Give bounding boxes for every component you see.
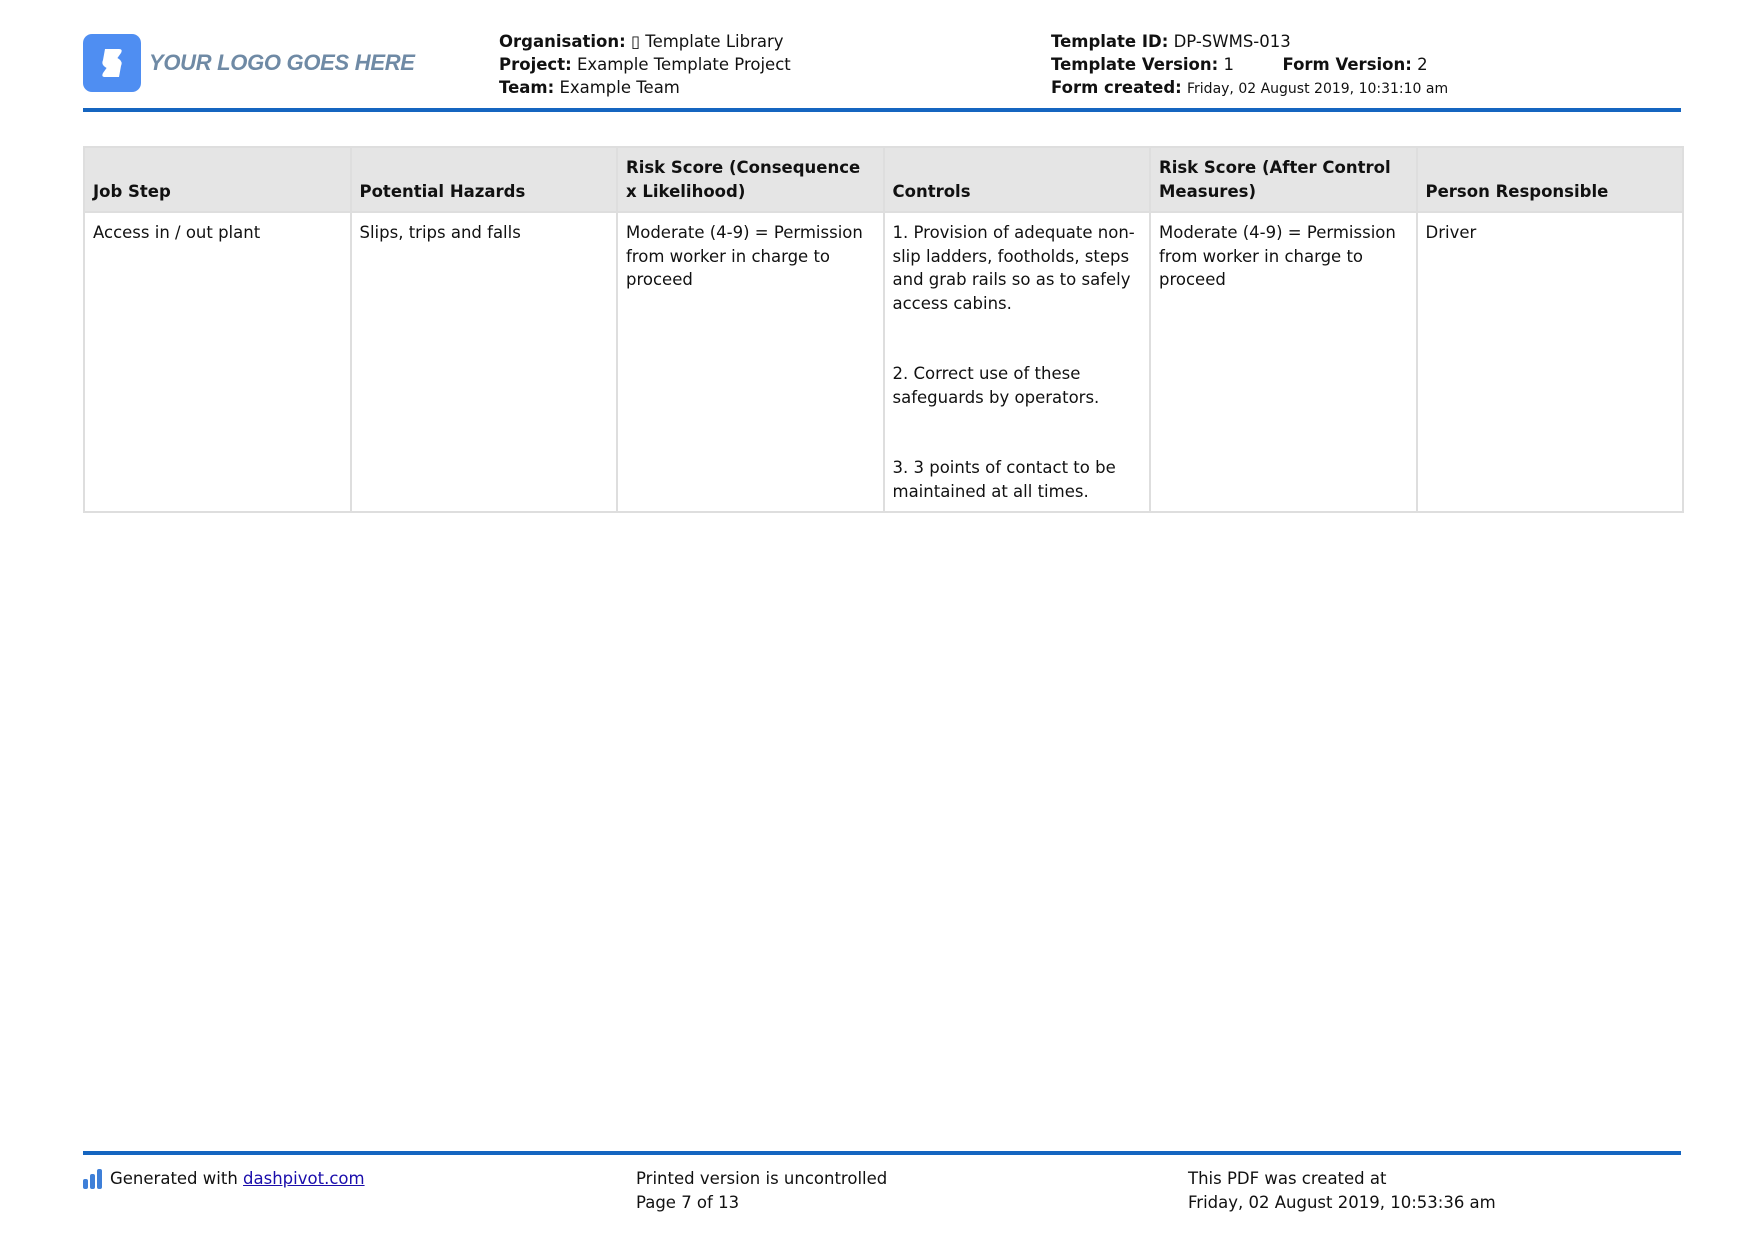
dashpivot-bars-icon	[83, 1169, 102, 1189]
control-item: 2. Correct use of these safeguards by operators.	[892, 364, 1100, 407]
table-header-row	[84, 147, 1683, 212]
logo-text: YOUR LOGO GOES HERE	[149, 50, 415, 75]
company-logo	[83, 34, 415, 92]
control-item: 1. Provision of adequate non-slip ladders, footholds, steps and grab rails so as to safely access cabins.	[892, 223, 1135, 313]
column-header-job-step: Job Step	[84, 147, 351, 212]
generated-prefix: Generated with	[110, 1169, 238, 1188]
template-version-label: Template Version:	[1051, 55, 1219, 74]
team-label: Team:	[499, 78, 555, 97]
column-header-potential-hazards: Potential Hazards	[351, 147, 618, 212]
organisation-value: Template Library	[645, 32, 784, 51]
pdf-created	[1188, 1167, 1496, 1214]
logo-mark-icon	[83, 34, 141, 92]
column-header-risk-score: Risk Score (Consequence x Likelihood)	[617, 147, 884, 212]
column-header-risk-score-after: Risk Score (After Control Measures)	[1150, 147, 1417, 212]
column-header-person-responsible: Person Responsible	[1417, 147, 1684, 212]
template-id-line	[1051, 30, 1448, 53]
cell-risk-score: Moderate (4-9) = Permission from worker in charge to proceed	[617, 212, 884, 512]
form-created-label: Form created:	[1051, 78, 1182, 97]
organisation-line	[499, 30, 791, 53]
cell-job-step: Access in / out plant	[84, 212, 351, 512]
team-value: Example Team	[559, 78, 680, 97]
print-notice	[636, 1167, 887, 1214]
generated-with	[83, 1167, 365, 1191]
cell-potential-hazards: Slips, trips and falls	[351, 212, 618, 512]
document-footer	[83, 1151, 1681, 1212]
cell-risk-score-after: Moderate (4-9) = Permission from worker in charge to proceed	[1150, 212, 1417, 512]
column-header-controls: Controls	[884, 147, 1151, 212]
template-info	[1051, 30, 1448, 101]
printed-line: Printed version is uncontrolled	[636, 1169, 888, 1188]
swms-table	[83, 146, 1684, 513]
page-number: Page 7 of 13	[636, 1192, 740, 1212]
form-version-value: 2	[1417, 55, 1428, 74]
template-version-value: 1	[1223, 55, 1234, 74]
organisation-icon: ▯	[630, 32, 641, 51]
organisation-label: Organisation:	[499, 32, 626, 51]
dashpivot-link[interactable]: dashpivot.com	[243, 1169, 365, 1188]
template-id-value: DP-SWMS-013	[1173, 32, 1291, 51]
form-created-value: Friday, 02 August 2019, 10:31:10 am	[1187, 81, 1449, 97]
document-header	[83, 30, 1681, 112]
table-row	[84, 212, 1683, 512]
form-version-label: Form Version:	[1282, 55, 1412, 74]
project-info	[499, 30, 791, 99]
team-line	[499, 76, 791, 99]
template-id-label: Template ID:	[1051, 32, 1169, 51]
form-created-line	[1051, 76, 1448, 101]
control-item: 3. 3 points of contact to be maintained at all times.	[892, 458, 1116, 501]
project-line	[499, 53, 791, 76]
project-label: Project:	[499, 55, 572, 74]
cell-controls	[884, 212, 1151, 512]
cell-person-responsible: Driver	[1417, 212, 1684, 512]
version-line	[1051, 53, 1448, 76]
pdf-created-label: This PDF was created at	[1188, 1169, 1387, 1188]
project-value: Example Template Project	[576, 55, 791, 74]
pdf-created-date: Friday, 02 August 2019, 10:53:36 am	[1188, 1192, 1496, 1212]
